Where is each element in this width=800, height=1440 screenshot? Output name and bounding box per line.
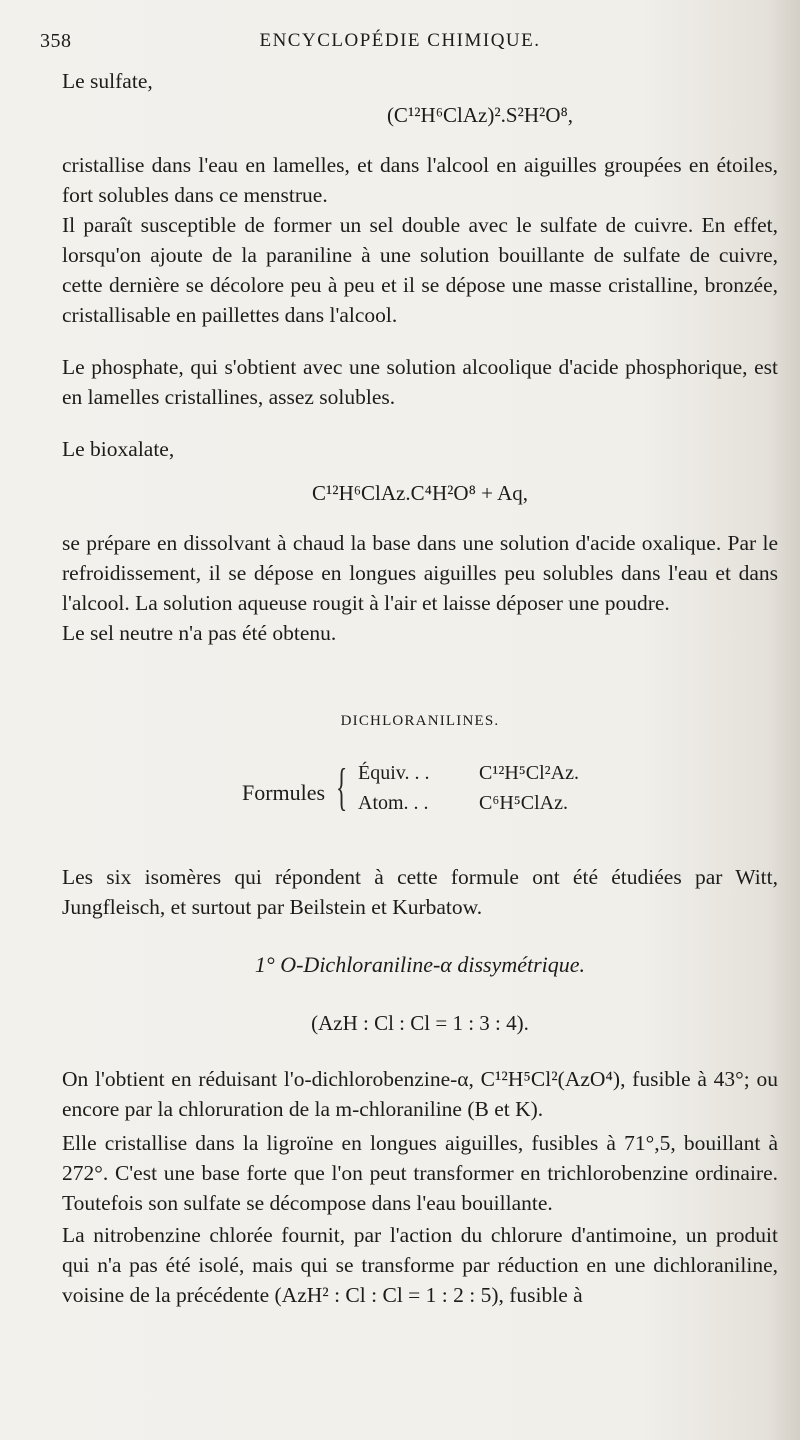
formula-equiv-row — [358, 758, 579, 788]
formulas-block — [62, 758, 778, 822]
subsection-title: 1° O-Dichloraniline-α dissymétrique. — [254, 952, 586, 977]
page-number: 358 — [40, 30, 72, 52]
paragraph-double-salt: Il paraît susceptible de former un sel double avec le sulfate de cuivre. En effet, lorsqu'on ajoute de la paraniline à une solution bouillante de sulfate de cuivre, cette dernière se décolore peu à peu et il se dépose une masse cristalline, bronzée, cristallisable en paillettes dans l'alcool. — [62, 213, 778, 327]
paragraph-sulfate-intro: Le sulfate, — [62, 69, 153, 93]
paragraph-crystallization: Elle cristallise dans la ligroïne en longues aiguilles, fusibles à 71°,5, bouillant à 272°. C'est une base forte que l'on peut transformer en trichlorobenzine ordinaire. Toutefois son sulfate se décompose dans l'eau bouillante. — [62, 1131, 778, 1215]
formula-equiv: C¹²H⁵Cl²Az. — [479, 762, 579, 784]
paragraph-bioxalate: se prépare en dissolvant à chaud la base dans une solution d'acide oxalique. Par le refroidissement, il se dépose en longues aiguilles peu solubles dans l'eau et dans l'alcool. La solution aqueuse rougit à l'air et laisse déposer une poudre. — [62, 531, 778, 615]
paragraph-isomers: Les six isomères qui répondent à cette formule ont été étudiées par Witt, Jungfleisch, et surtout par Beilstein et Kurbatow. — [62, 865, 778, 919]
formula-equiv-label: Équiv. . . — [358, 762, 430, 784]
section-title: DICHLORANILINES. — [340, 713, 500, 729]
brace-glyph: { — [336, 759, 348, 816]
page-header — [40, 30, 760, 60]
paragraph-neutral-salt: Le sel neutre n'a pas été obtenu. — [62, 621, 337, 645]
paragraph-phosphate: Le phosphate, qui s'obtient avec une solution alcoolique d'acide phosphorique, est en lamelles cristallines, assez solubles. — [62, 355, 778, 409]
formula-atom-label: Atom. . . — [358, 792, 429, 814]
running-head: ENCYCLOPÉDIE CHIMIQUE. — [259, 30, 541, 51]
formulas-label: Formules — [242, 780, 326, 805]
paragraph-nitrobenzine: La nitrobenzine chlorée fournit, par l'action du chlorure d'antimoine, un produit qui n'a pas été isolé, mais qui se transforme par réduction en une dichloraniline, voisine de la précédente (AzH² : Cl : Cl = 1 : 2 : 5), fusible à — [62, 1223, 778, 1307]
paragraph-sulfate: cristallise dans l'eau en lamelles, et dans l'alcool en aiguilles groupées en étoiles, fort solubles dans ce menstrue. — [62, 153, 778, 207]
formula-atom-row — [358, 788, 568, 818]
body-text — [62, 66, 778, 1310]
ratio-formula: (AzH : Cl : Cl = 1 : 3 : 4). — [311, 1011, 529, 1035]
formula-atom: C⁶H⁵ClAz. — [479, 792, 568, 814]
paragraph-bioxalate-intro: Le bioxalate, — [62, 437, 175, 461]
formula-sulfate: (C¹²H⁶ClAz)².S²H²O⁸, — [386, 103, 574, 127]
paragraph-preparation: On l'obtient en réduisant l'o-dichlorobenzine-α, C¹²H⁵Cl²(AzO⁴), fusible à 43°; ou encore par la chloruration de la m-chloraniline (B et K). — [62, 1067, 778, 1121]
formula-bioxalate: C¹²H⁶ClAz.C⁴H²O⁸ + Aq, — [311, 481, 529, 505]
